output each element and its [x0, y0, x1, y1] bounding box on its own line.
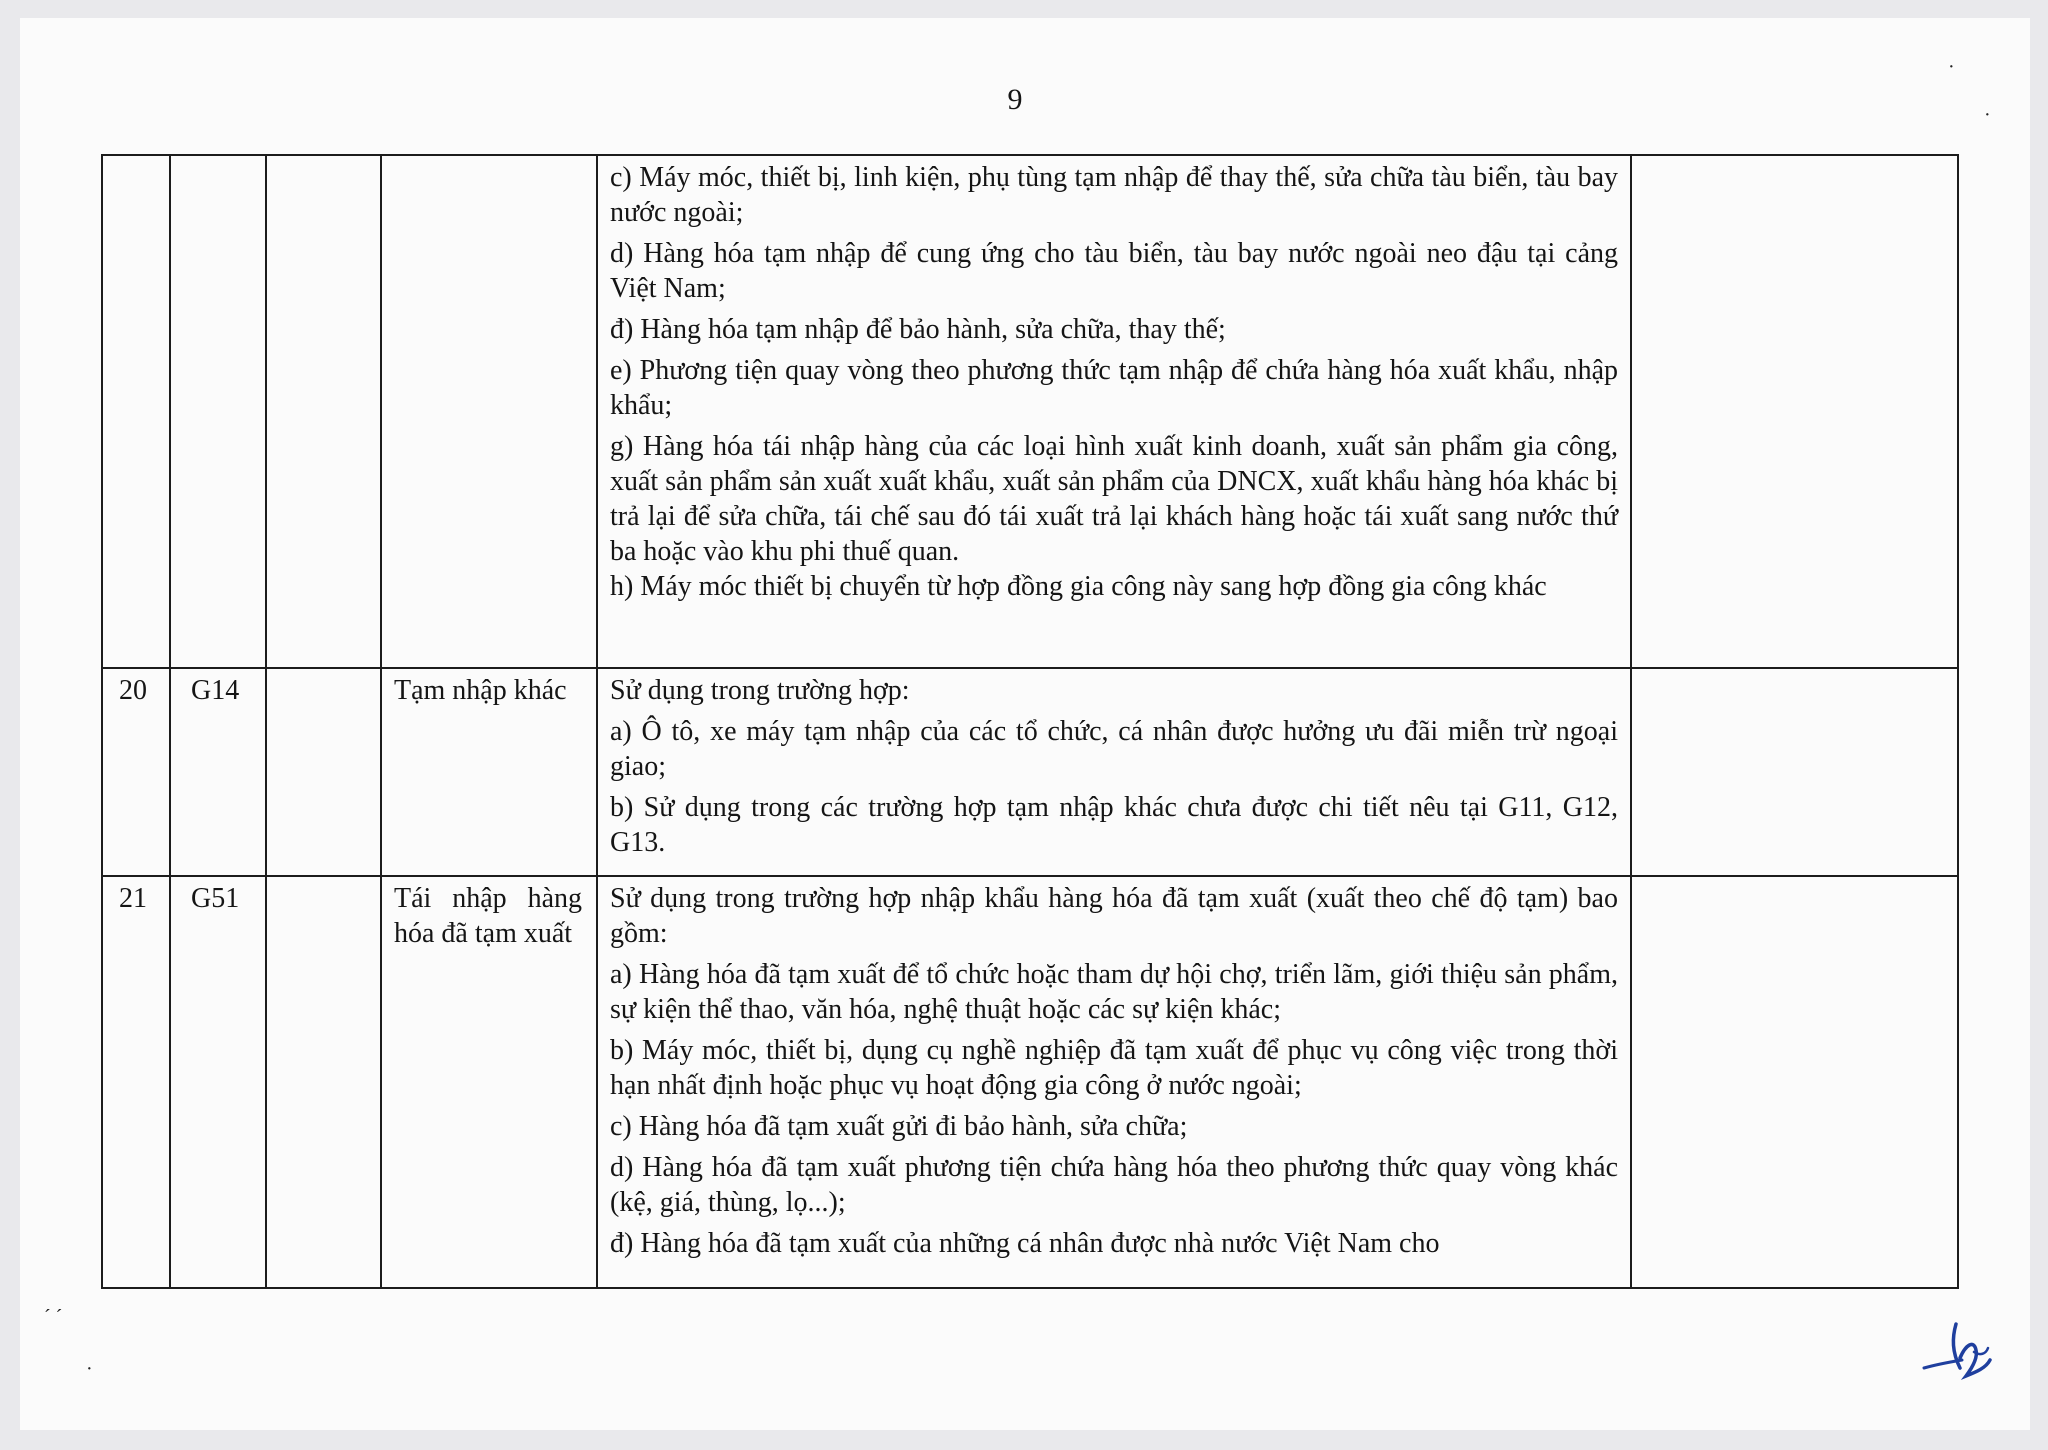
description-paragraph: d) Hàng hóa tạm nhập để cung ứng cho tàu biển, tàu bay nước ngoài neo đậu tại cảng Việt Nam;: [610, 238, 1618, 304]
scan-dot: ·: [1984, 104, 1991, 126]
description-paragraph: a) Ô tô, xe máy tạm nhập của các tổ chức, cá nhân được hưởng ưu đãi miễn trừ ngoại giao;: [610, 716, 1618, 782]
description-paragraph: đ) Hàng hóa đã tạm xuất của những cá nhân được nhà nước Việt Nam cho: [610, 1228, 1440, 1259]
page-number: 9: [1007, 83, 1023, 116]
notes-cell: [1631, 155, 1958, 668]
description-paragraph: d) Hàng hóa đã tạm xuất phương tiện chứa hàng hóa theo phương thức quay vòng khác (kệ, giá, thùng, lọ...);: [610, 1152, 1618, 1218]
type-name-cell: Tạm nhập khác: [381, 668, 597, 876]
row-number-cell: 20: [102, 668, 170, 876]
description-paragraph: g) Hàng hóa tái nhập hàng của các loại hình xuất kinh doanh, xuất sản phẩm gia công, xuất sản phẩm sản xuất xuất khẩu, xuất sản phẩm của DNCX, xuất khẩu hàng hóa khác bị trả lại để sửa chữa, tái chế sau đó tái xuất trả lại khách hàng hoặc tái xuất sang nước thứ ba hoặc vào khu phi thuế quan.: [610, 431, 1618, 567]
description-paragraph: h) Máy móc thiết bị chuyển từ hợp đồng gia công này sang hợp đồng gia công khác: [610, 571, 1547, 602]
scan-dot: ·: [86, 1358, 93, 1380]
type-name-cell: Tái nhập hàng hóa đã tạm xuất: [381, 876, 597, 1288]
description-paragraph: e) Phương tiện quay vòng theo phương thức tạm nhập để chứa hàng hóa xuất khẩu, nhập khẩu;: [610, 355, 1618, 421]
notes-cell: [1631, 876, 1958, 1288]
description-cell: [597, 668, 1631, 876]
description-paragraph: c) Hàng hóa đã tạm xuất gửi đi bảo hành, sửa chữa;: [610, 1111, 1188, 1142]
scan-dot: ·: [1948, 56, 1955, 78]
type-code-cell: [170, 155, 266, 668]
row-number-cell: 21: [102, 876, 170, 1288]
description-paragraph: b) Máy móc, thiết bị, dụng cụ nghề nghiệp đã tạm xuất để phục vụ công việc trong thời hạn nhất định hoặc phục vụ hoạt động gia công ở nước ngoài;: [610, 1035, 1618, 1101]
table-row: [102, 668, 1958, 876]
description-paragraph: a) Hàng hóa đã tạm xuất để tổ chức hoặc tham dự hội chợ, triển lãm, giới thiệu sản phẩm, sự kiện thể thao, văn hóa, nghệ thuật hoặc các sự kiện khác;: [610, 959, 1618, 1025]
type-code-cell: G14: [170, 668, 266, 876]
row-number-cell: [102, 155, 170, 668]
type-name-cell: [381, 155, 597, 668]
customs-code-table: [101, 154, 1959, 1289]
empty-cell: [266, 876, 381, 1288]
table-row: [102, 876, 1958, 1288]
signature-icon: [1916, 1306, 2016, 1386]
description-cell: [597, 155, 1631, 668]
description-paragraph: đ) Hàng hóa tạm nhập để bảo hành, sửa chữa, thay thế;: [610, 314, 1226, 345]
description-paragraph: b) Sử dụng trong các trường hợp tạm nhập khác chưa được chi tiết nêu tại G11, G12, G13.: [610, 792, 1618, 858]
scan-dot: ´ ´: [44, 1306, 63, 1328]
empty-cell: [266, 155, 381, 668]
description-paragraph: c) Máy móc, thiết bị, linh kiện, phụ tùng tạm nhập để thay thế, sửa chữa tàu biển, tàu bay nước ngoài;: [610, 162, 1618, 228]
notes-cell: [1631, 668, 1958, 876]
description-paragraph: Sử dụng trong trường hợp:: [610, 675, 910, 706]
empty-cell: [266, 668, 381, 876]
table-row: [102, 155, 1958, 668]
description-paragraph: Sử dụng trong trường hợp nhập khẩu hàng hóa đã tạm xuất (xuất theo chế độ tạm) bao gồm:: [610, 883, 1618, 949]
description-cell: [597, 876, 1631, 1288]
type-code-cell: G51: [170, 876, 266, 1288]
